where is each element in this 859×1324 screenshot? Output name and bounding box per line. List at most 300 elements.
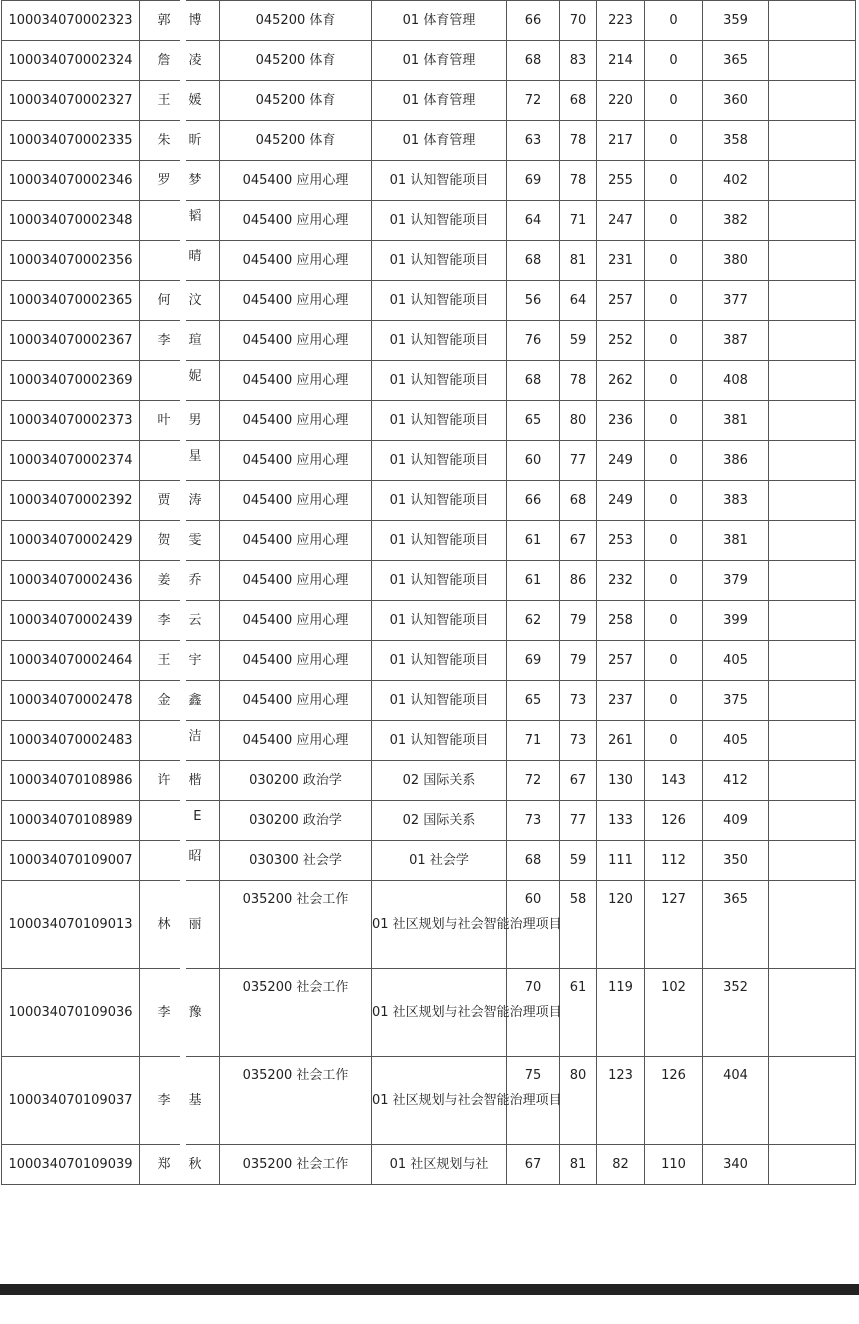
direction-cell: 01 社会学 [372, 841, 507, 881]
name-first-char: 罗 [157, 172, 171, 188]
score-politics-cell: 62 [507, 601, 560, 641]
score-subject2-cell: 0 [645, 601, 703, 641]
remark-cell [769, 41, 856, 81]
major-cell: 045200 体育 [220, 41, 372, 81]
score-subject1-cell: 120 [597, 881, 645, 969]
total-score-cell: 408 [703, 361, 769, 401]
major-cell: 045400 应用心理 [220, 521, 372, 561]
remark-cell [769, 1145, 856, 1185]
total-score-cell: 381 [703, 401, 769, 441]
score-subject2-cell: 0 [645, 81, 703, 121]
exam-id-cell: 100034070002392 [2, 481, 140, 521]
score-politics-cell: 72 [507, 761, 560, 801]
major-cell: 035200 社会工作 [220, 1057, 372, 1145]
direction-cell: 01 体育管理 [372, 121, 507, 161]
score-politics-cell: 63 [507, 121, 560, 161]
score-subject2-cell: 0 [645, 521, 703, 561]
name-first-char: 李 [157, 332, 171, 348]
remark-cell [769, 441, 856, 481]
name-last-char: 媛 [188, 92, 202, 108]
name-first-char: 金 [157, 692, 171, 708]
direction-cell: 01 认知智能项目 [372, 361, 507, 401]
score-politics-cell: 65 [507, 401, 560, 441]
name-column-mask [180, 0, 186, 1154]
direction-cell: 01 认知智能项目 [372, 721, 507, 761]
major-cell: 045200 体育 [220, 81, 372, 121]
score-subject2-cell: 0 [645, 241, 703, 281]
name-first-char: 王 [157, 652, 171, 668]
name-last-char: 昕 [188, 132, 202, 148]
score-politics-cell: 72 [507, 81, 560, 121]
direction-cell: 01 认知智能项目 [372, 161, 507, 201]
name-first-char: 林 [157, 916, 171, 932]
total-score-cell: 380 [703, 241, 769, 281]
total-score-cell: 340 [703, 1145, 769, 1185]
name-first-char: 王 [157, 92, 171, 108]
score-subject1-cell: 123 [597, 1057, 645, 1145]
exam-id-cell: 100034070108989 [2, 801, 140, 841]
score-subject2-cell: 112 [645, 841, 703, 881]
table-row [2, 1057, 856, 1145]
score-language-cell: 81 [560, 1145, 597, 1185]
table-row [2, 521, 856, 561]
table-row [2, 601, 856, 641]
score-politics-cell: 76 [507, 321, 560, 361]
score-politics-cell: 60 [507, 441, 560, 481]
direction-cell: 01 认知智能项目 [372, 481, 507, 521]
total-score-cell: 377 [703, 281, 769, 321]
remark-cell [769, 601, 856, 641]
score-language-cell: 77 [560, 801, 597, 841]
name-last-char: 洁 [188, 729, 202, 744]
remark-cell [769, 281, 856, 321]
table-row [2, 201, 856, 241]
name-last-char: E [193, 809, 202, 824]
table-row [2, 761, 856, 801]
score-politics-cell: 68 [507, 841, 560, 881]
direction-cell: 01 认知智能项目 [372, 561, 507, 601]
score-subject1-cell: 214 [597, 41, 645, 81]
score-language-cell: 79 [560, 601, 597, 641]
total-score-cell: 402 [703, 161, 769, 201]
score-subject1-cell: 111 [597, 841, 645, 881]
remark-cell [769, 241, 856, 281]
exam-id-cell: 100034070002348 [2, 201, 140, 241]
remark-cell [769, 561, 856, 601]
score-politics-cell: 64 [507, 201, 560, 241]
exam-id-cell: 100034070109013 [2, 881, 140, 969]
total-score-cell: 404 [703, 1057, 769, 1145]
score-subject1-cell: 249 [597, 441, 645, 481]
name-first-char: 贾 [157, 492, 171, 508]
score-language-cell: 59 [560, 841, 597, 881]
score-politics-cell: 68 [507, 361, 560, 401]
score-politics-cell: 68 [507, 41, 560, 81]
exam-id-cell: 100034070002373 [2, 401, 140, 441]
name-last-char: 博 [188, 12, 202, 28]
major-cell: 045200 体育 [220, 1, 372, 41]
score-subject2-cell: 143 [645, 761, 703, 801]
score-subject1-cell: 231 [597, 241, 645, 281]
score-language-cell: 64 [560, 281, 597, 321]
direction-cell: 01 认知智能项目 [372, 441, 507, 481]
score-politics-cell: 68 [507, 241, 560, 281]
score-subject2-cell: 0 [645, 201, 703, 241]
table-row [2, 241, 856, 281]
score-subject2-cell: 0 [645, 641, 703, 681]
score-subject1-cell: 255 [597, 161, 645, 201]
remark-cell [769, 81, 856, 121]
score-language-cell: 81 [560, 241, 597, 281]
score-politics-cell: 69 [507, 641, 560, 681]
score-politics-cell: 60 [507, 881, 560, 969]
score-language-cell: 80 [560, 401, 597, 441]
score-language-cell: 73 [560, 681, 597, 721]
major-cell: 045400 应用心理 [220, 481, 372, 521]
score-language-cell: 61 [560, 969, 597, 1057]
score-subject1-cell: 119 [597, 969, 645, 1057]
total-score-cell: 387 [703, 321, 769, 361]
score-subject2-cell: 0 [645, 161, 703, 201]
name-last-char: 涛 [188, 492, 202, 508]
total-score-cell: 352 [703, 969, 769, 1057]
name-last-char: 昭 [188, 849, 202, 864]
exam-id-cell: 100034070002436 [2, 561, 140, 601]
direction-cell: 02 国际关系 [372, 801, 507, 841]
score-table [1, 0, 856, 1185]
major-cell: 045400 应用心理 [220, 161, 372, 201]
table-row [2, 321, 856, 361]
name-last-char: 秋 [188, 1156, 202, 1172]
score-subject1-cell: 237 [597, 681, 645, 721]
remark-cell [769, 1057, 856, 1145]
major-cell: 045400 应用心理 [220, 721, 372, 761]
exam-id-cell: 100034070002483 [2, 721, 140, 761]
remark-cell [769, 641, 856, 681]
name-first-char: 李 [157, 1092, 171, 1108]
remark-cell [769, 521, 856, 561]
major-cell: 045400 应用心理 [220, 601, 372, 641]
remark-cell [769, 841, 856, 881]
major-cell: 030200 政治学 [220, 761, 372, 801]
exam-id-cell: 100034070002324 [2, 41, 140, 81]
score-subject2-cell: 0 [645, 441, 703, 481]
major-cell: 045200 体育 [220, 121, 372, 161]
score-language-cell: 80 [560, 1057, 597, 1145]
score-subject1-cell: 247 [597, 201, 645, 241]
score-subject1-cell: 261 [597, 721, 645, 761]
remark-cell [769, 161, 856, 201]
table-row [2, 841, 856, 881]
score-subject1-cell: 258 [597, 601, 645, 641]
remark-cell [769, 1, 856, 41]
name-first-char: 朱 [157, 132, 171, 148]
major-cell: 045400 应用心理 [220, 241, 372, 281]
name-last-char: 宇 [188, 652, 202, 668]
direction-cell: 01 认知智能项目 [372, 201, 507, 241]
name-first-char: 郑 [157, 1156, 171, 1172]
score-politics-cell: 67 [507, 1145, 560, 1185]
score-subject2-cell: 0 [645, 41, 703, 81]
exam-id-cell: 100034070002335 [2, 121, 140, 161]
exam-id-cell: 100034070002478 [2, 681, 140, 721]
score-subject2-cell: 0 [645, 321, 703, 361]
remark-cell [769, 401, 856, 441]
score-subject2-cell: 0 [645, 281, 703, 321]
score-subject2-cell: 126 [645, 1057, 703, 1145]
total-score-cell: 386 [703, 441, 769, 481]
score-subject2-cell: 0 [645, 561, 703, 601]
score-politics-cell: 70 [507, 969, 560, 1057]
score-politics-cell: 69 [507, 161, 560, 201]
major-cell: 045400 应用心理 [220, 441, 372, 481]
name-last-char: 男 [188, 412, 202, 428]
score-language-cell: 83 [560, 41, 597, 81]
remark-cell [769, 121, 856, 161]
table-row [2, 81, 856, 121]
major-cell: 045400 应用心理 [220, 321, 372, 361]
remark-cell [769, 969, 856, 1057]
name-last-char: 凌 [188, 52, 202, 68]
name-first-char: 贺 [157, 532, 171, 548]
total-score-cell: 365 [703, 41, 769, 81]
score-subject1-cell: 249 [597, 481, 645, 521]
score-subject1-cell: 220 [597, 81, 645, 121]
score-subject2-cell: 0 [645, 481, 703, 521]
major-cell: 045400 应用心理 [220, 641, 372, 681]
score-politics-cell: 61 [507, 561, 560, 601]
name-first-char: 叶 [157, 412, 171, 428]
name-last-char: 基 [188, 1092, 202, 1108]
exam-id-cell: 100034070002327 [2, 81, 140, 121]
score-language-cell: 78 [560, 161, 597, 201]
exam-id-cell: 100034070002464 [2, 641, 140, 681]
remark-cell [769, 721, 856, 761]
name-last-char: 云 [188, 612, 202, 628]
table-row [2, 1145, 856, 1185]
total-score-cell: 381 [703, 521, 769, 561]
name-first-char: 李 [157, 1004, 171, 1020]
name-last-char: 丽 [188, 916, 202, 932]
direction-cell: 01 体育管理 [372, 81, 507, 121]
major-cell: 035200 社会工作 [220, 969, 372, 1057]
exam-id-cell: 100034070002439 [2, 601, 140, 641]
name-last-char: 瑄 [188, 332, 202, 348]
name-last-char: 豫 [188, 1004, 202, 1020]
direction-cell: 01 社区规划与社 [372, 1145, 507, 1185]
direction-cell: 01 社区规划与社会智能治理项目 [372, 881, 507, 969]
direction-cell: 01 认知智能项目 [372, 521, 507, 561]
score-politics-cell: 66 [507, 1, 560, 41]
score-subject1-cell: 232 [597, 561, 645, 601]
direction-cell: 01 体育管理 [372, 41, 507, 81]
remark-cell [769, 881, 856, 969]
score-subject2-cell: 0 [645, 681, 703, 721]
direction-cell: 01 社区规划与社会智能治理项目 [372, 1057, 507, 1145]
remark-cell [769, 801, 856, 841]
major-cell: 045400 应用心理 [220, 401, 372, 441]
remark-cell [769, 361, 856, 401]
name-last-char: 星 [188, 449, 202, 464]
major-cell: 045400 应用心理 [220, 561, 372, 601]
score-language-cell: 67 [560, 761, 597, 801]
remark-cell [769, 201, 856, 241]
total-score-cell: 405 [703, 641, 769, 681]
table-row [2, 1, 856, 41]
exam-id-cell: 100034070002323 [2, 1, 140, 41]
exam-id-cell: 100034070109036 [2, 969, 140, 1057]
score-language-cell: 78 [560, 361, 597, 401]
table-row [2, 641, 856, 681]
score-subject2-cell: 0 [645, 1, 703, 41]
score-politics-cell: 66 [507, 481, 560, 521]
score-subject1-cell: 236 [597, 401, 645, 441]
table-row [2, 721, 856, 761]
score-language-cell: 73 [560, 721, 597, 761]
score-subject1-cell: 253 [597, 521, 645, 561]
score-subject2-cell: 110 [645, 1145, 703, 1185]
table-row [2, 681, 856, 721]
score-subject1-cell: 130 [597, 761, 645, 801]
total-score-cell: 359 [703, 1, 769, 41]
name-last-char: 乔 [188, 572, 202, 588]
exam-id-cell: 100034070002356 [2, 241, 140, 281]
name-last-char: 楷 [188, 772, 202, 788]
direction-cell: 01 社区规划与社会智能治理项目 [372, 969, 507, 1057]
exam-id-cell: 100034070002367 [2, 321, 140, 361]
name-first-char: 何 [157, 292, 171, 308]
score-language-cell: 79 [560, 641, 597, 681]
score-language-cell: 78 [560, 121, 597, 161]
total-score-cell: 383 [703, 481, 769, 521]
name-first-char: 郭 [157, 12, 171, 28]
score-subject1-cell: 252 [597, 321, 645, 361]
name-first-char: 许 [157, 772, 171, 788]
table-row [2, 281, 856, 321]
name-first-char: 姜 [157, 572, 171, 588]
score-language-cell: 58 [560, 881, 597, 969]
score-language-cell: 68 [560, 81, 597, 121]
score-language-cell: 70 [560, 1, 597, 41]
score-language-cell: 71 [560, 201, 597, 241]
table-row [2, 401, 856, 441]
score-language-cell: 67 [560, 521, 597, 561]
total-score-cell: 405 [703, 721, 769, 761]
score-politics-cell: 61 [507, 521, 560, 561]
major-cell: 030200 政治学 [220, 801, 372, 841]
total-score-cell: 382 [703, 201, 769, 241]
total-score-cell: 409 [703, 801, 769, 841]
remark-cell [769, 321, 856, 361]
table-row [2, 121, 856, 161]
score-subject1-cell: 217 [597, 121, 645, 161]
total-score-cell: 350 [703, 841, 769, 881]
name-last-char: 妮 [188, 369, 202, 384]
major-cell: 045400 应用心理 [220, 361, 372, 401]
exam-id-cell: 100034070002429 [2, 521, 140, 561]
direction-cell: 01 认知智能项目 [372, 681, 507, 721]
score-language-cell: 59 [560, 321, 597, 361]
total-score-cell: 375 [703, 681, 769, 721]
direction-cell: 01 认知智能项目 [372, 321, 507, 361]
exam-id-cell: 100034070002365 [2, 281, 140, 321]
direction-cell: 01 体育管理 [372, 1, 507, 41]
page-bottom-bar [0, 1284, 859, 1295]
remark-cell [769, 761, 856, 801]
direction-cell: 01 认知智能项目 [372, 401, 507, 441]
score-language-cell: 77 [560, 441, 597, 481]
exam-id-cell: 100034070109007 [2, 841, 140, 881]
total-score-cell: 399 [703, 601, 769, 641]
score-subject2-cell: 0 [645, 121, 703, 161]
score-subject2-cell: 126 [645, 801, 703, 841]
direction-cell: 02 国际关系 [372, 761, 507, 801]
total-score-cell: 379 [703, 561, 769, 601]
direction-cell: 01 认知智能项目 [372, 601, 507, 641]
score-subject1-cell: 257 [597, 641, 645, 681]
major-cell: 035200 社会工作 [220, 881, 372, 969]
name-last-char: 晴 [188, 249, 202, 264]
remark-cell [769, 481, 856, 521]
table-row [2, 969, 856, 1057]
total-score-cell: 365 [703, 881, 769, 969]
exam-id-cell: 100034070109039 [2, 1145, 140, 1185]
total-score-cell: 360 [703, 81, 769, 121]
score-language-cell: 86 [560, 561, 597, 601]
score-politics-cell: 56 [507, 281, 560, 321]
remark-cell [769, 681, 856, 721]
major-cell: 045400 应用心理 [220, 681, 372, 721]
score-table-body [2, 1, 856, 1185]
exam-id-cell: 100034070002374 [2, 441, 140, 481]
score-subject2-cell: 0 [645, 401, 703, 441]
score-politics-cell: 71 [507, 721, 560, 761]
major-cell: 045400 应用心理 [220, 281, 372, 321]
direction-cell: 01 认知智能项目 [372, 641, 507, 681]
exam-id-cell: 100034070002346 [2, 161, 140, 201]
total-score-cell: 412 [703, 761, 769, 801]
exam-id-cell: 100034070109037 [2, 1057, 140, 1145]
table-row [2, 161, 856, 201]
score-subject1-cell: 223 [597, 1, 645, 41]
name-last-char: 韬 [188, 209, 202, 224]
direction-cell: 01 认知智能项目 [372, 281, 507, 321]
name-last-char: 雯 [188, 532, 202, 548]
score-language-cell: 68 [560, 481, 597, 521]
major-cell: 045400 应用心理 [220, 201, 372, 241]
name-last-char: 梦 [188, 172, 202, 188]
score-subject1-cell: 257 [597, 281, 645, 321]
score-subject2-cell: 0 [645, 361, 703, 401]
score-subject2-cell: 102 [645, 969, 703, 1057]
score-subject2-cell: 0 [645, 721, 703, 761]
score-subject1-cell: 133 [597, 801, 645, 841]
direction-cell: 01 认知智能项目 [372, 241, 507, 281]
name-last-char: 汶 [188, 292, 202, 308]
table-row [2, 881, 856, 969]
score-politics-cell: 65 [507, 681, 560, 721]
table-row [2, 561, 856, 601]
total-score-cell: 358 [703, 121, 769, 161]
score-politics-cell: 75 [507, 1057, 560, 1145]
name-first-char: 詹 [157, 52, 171, 68]
name-last-char: 鑫 [188, 692, 202, 708]
exam-id-cell: 100034070108986 [2, 761, 140, 801]
score-subject2-cell: 127 [645, 881, 703, 969]
table-row [2, 361, 856, 401]
exam-id-cell: 100034070002369 [2, 361, 140, 401]
table-row [2, 801, 856, 841]
